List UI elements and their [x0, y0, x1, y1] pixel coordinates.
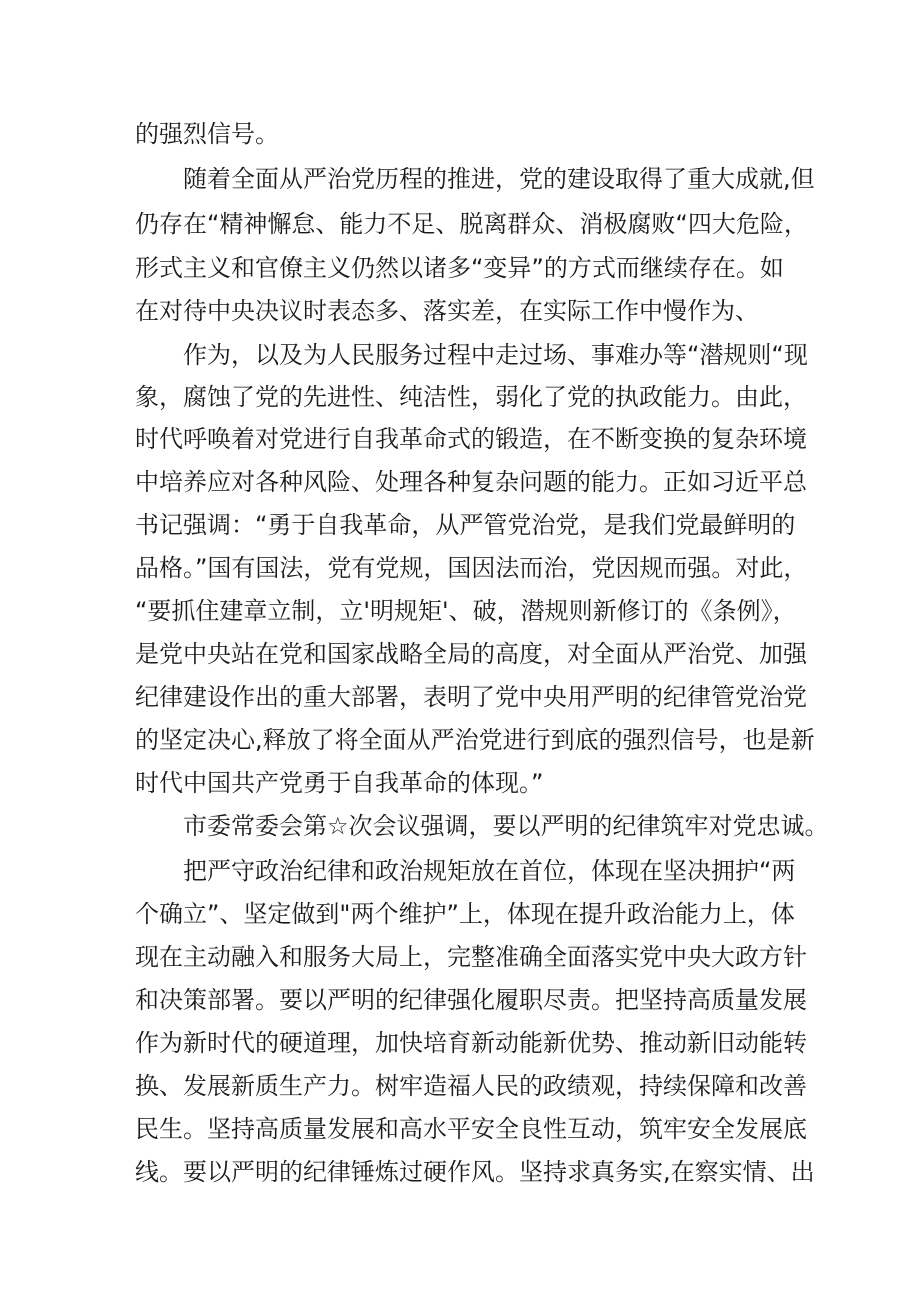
text-line: 随着全面从严治党历程的推进，党的建设取得了重大成就,但: [183, 165, 815, 193]
text-line: 在对待中央决议时表态多、落实差，在实际工作中慢作为、: [135, 297, 759, 325]
text-line: 把严守政治纪律和政治规矩放在首位，体现在坚决拥护“两: [183, 857, 796, 885]
text-line: 线。要以严明的纪律锤炼过硬作风。坚持求真务实,在察实情、出: [135, 1158, 815, 1186]
text-line: 换、发展新质生产力。树牢造福人民的政绩观，持续保障和改善: [135, 1072, 807, 1100]
text-line: 时代呼唤着对党进行自我革命式的锻造，在不断变换的复杂环境: [135, 425, 807, 453]
text-line: 作为，以及为人民服务过程中走过场、事难办等“潜规则“现: [183, 341, 808, 369]
text-line: “要抓住建章立制，立'明规矩'、破，潜规则新修订的《条例》，: [135, 597, 797, 625]
text-line: 市委常委会第☆次会议强调，要以严明的纪律筑牢对党忠诚。: [183, 812, 829, 840]
text-line: 的坚定决心,释放了将全面从严治党进行到底的强烈信号，也是新: [135, 726, 815, 754]
text-line: 个确立”、坚定做到"两个维护”上，体现在提升政治能力上，体: [135, 900, 795, 928]
text-line: 仍存在“精神懈怠、能力不足、脱离群众、消极腐败“四大危险，: [135, 210, 808, 238]
text-line: 品格。”国有国法，党有党规，国因法而治，党因规而强。对此，: [135, 554, 808, 582]
text-line: 象，腐蚀了党的先进性、纯洁性，弱化了党的执政能力。由此，: [135, 383, 807, 411]
text-line: 纪律建设作出的重大部署，表明了党中央用严明的纪律管党治党: [135, 683, 807, 711]
text-line: 时代中国共产党勇于自我革命的体现。”: [135, 769, 544, 797]
text-line: 民生。坚持高质量发展和高水平安全良性互动，筑牢安全发展底: [135, 1115, 807, 1143]
text-line: 形式主义和官僚主义仍然以诸多“变异”的方式而继续存在。如: [135, 254, 784, 282]
text-line: 和决策部署。要以严明的纪律强化履职尽责。把坚持高质量发展: [135, 986, 807, 1014]
text-line: 是党中央站在党和国家战略全局的高度，对全面从严治党、加强: [135, 640, 807, 668]
text-line: 书记强调：“勇于自我革命，从严管党治党，是我们党最鲜明的: [135, 511, 796, 539]
text-line: 中培养应对各种风险、处理各种复杂问题的能力。正如习近平总: [135, 468, 807, 496]
text-line: 现在主动融入和服务大局上，完整准确全面落实党中央大政方针: [135, 943, 807, 971]
text-line: 的强烈信号。: [135, 120, 279, 148]
text-line: 作为新时代的硬道理，加快培育新动能新优势、推动新旧动能转: [135, 1029, 807, 1057]
